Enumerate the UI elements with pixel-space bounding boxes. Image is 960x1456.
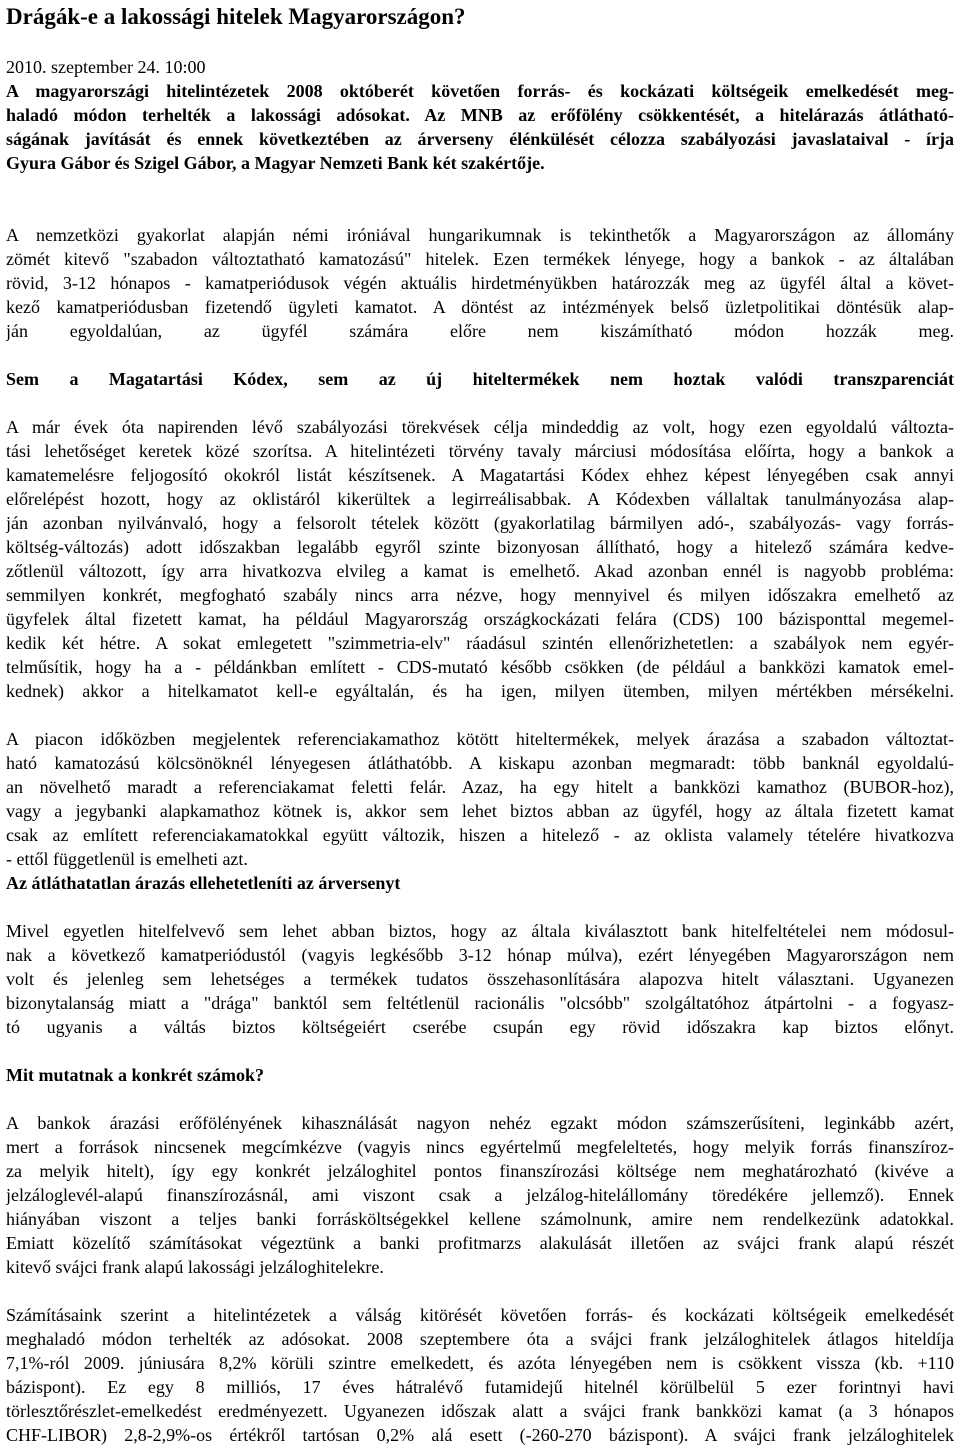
paragraph-line: A nemzetközi gyakorlat alapján némi iróniával hungarikumnak is tekinthetők a Magyarországon az állomány [6, 225, 954, 245]
paragraph-line: tó ugyanis a váltás biztos költségeiért cserébe csupán egy rövid időszakra kap biztos előnyt. [6, 1017, 954, 1037]
paragraph-line: kedik két hétre. A sokat emlegetett "szimmetria-elv" ráadásul szintén ellenőrizhetetlen: a szabályok nem egyér- [6, 633, 954, 653]
paragraph-line: költség-változás) adott időszakban legalább egyről szinte bizonyosan állítható, hogy a hitelező számára kedve- [6, 537, 954, 557]
paragraph-line: 7,1%-ról 2009. júniusára 8,2% körüli szintre emelkedett, és azóta lényegében nem is csökkent vissza (kb. +110 [6, 1353, 954, 1373]
lead-line: ságának javítását és ennek következtében az árverseny élénkülését célozza szabályozási javaslataival - írja [6, 129, 954, 149]
paragraph-line: csak az említett referenciakamatokkal együtt változik, hiszen a hitelező - az oklista valamely tételére hivatkozva [6, 825, 954, 845]
paragraph-line: nak a következő kamatperiódustól (vagyis legkésőbb 3-12 hónap múlva), ezért lényegében Magyarországon nem [6, 945, 954, 965]
heading-text: Mit mutatnak a konkrét számok? [6, 1065, 265, 1085]
paragraph-line: kamatemelésre feljogosító okokról listát készítsenek. A Magatartási Kódex ehhez képest lényegében csak annyi [6, 465, 954, 485]
article-lead [6, 79, 954, 175]
paragraph-line: meghaladó módon terhelték az adósokat. 2008 szeptembere óta a svájci frank jelzáloghitelek átlagos hiteldíja [6, 1329, 954, 1349]
paragraph-line: törlesztőrészlet-emelkedést eredményezett. Ugyanezen időszak alatt a svájci frank bankközi kamat (a 3 hónapos [6, 1401, 954, 1421]
section-heading-1 [6, 367, 954, 391]
paragraph-line: mert a források nincsenek megcímkézve (vagyis nincs egyértelmű megfeleltetés, hogy melyik forrás finanszíroz- [6, 1137, 954, 1157]
paragraph-line: ján egyoldalúan, az ügyfél számára előre nem kiszámítható módon hozzák meg. [6, 321, 954, 341]
paragraph-line: ján azonban nyilvánvaló, hogy a felsorolt tételek között (gyakorlatilag bármilyen adó-, szabályozás- vagy forrás- [6, 513, 954, 533]
paragraph-line: A már évek óta napirenden lévő szabályozási törekvések célja mindeddig az volt, hogy ezen egyoldalú változta- [6, 417, 954, 437]
paragraph-2 [6, 415, 954, 703]
lead-line: haladó módon terhelték a lakossági adósokat. Az MNB az erőfölény csökkentését, a hitelárazás átlátható- [6, 105, 954, 125]
paragraph-line: A bankok árazási erőfölényének kihasználását nagyon nehéz egzakt módon számszerűsíteni, leginkább azért, [6, 1113, 954, 1133]
paragraph-line: semmilyen konkrét, megfogható szabály nincs arra nézve, hogy mennyivel és milyen időszakra emelhető az [6, 585, 954, 605]
paragraph-line: zőtlenül változott, így arra hivatkozva elvileg a kamat is emelhető. Akad azonban ennél is nagyobb probléma: [6, 561, 954, 581]
paragraph-6 [6, 1303, 954, 1447]
paragraph-line: CHF-LIBOR) 2,8-2,9%-os értékről tartósan 0,2% alá esett (-260-270 bázispont). A svájci frank jelzáloghitelek [6, 1425, 954, 1445]
paragraph-line: zömét kitevő "szabadon változtatható kamatozású" hitelek. Ezen termékek lényege, hogy a bankok - az általában [6, 249, 954, 269]
paragraph-line: kitevő svájci frank alapú lakossági jelzáloghitelekre. [6, 1257, 384, 1277]
paragraph-1 [6, 223, 954, 343]
section-heading-2 [6, 871, 954, 895]
paragraph-line: rövid, 3-12 hónapos - kamatperiódusok végén aktuális hirdetményükben határozzák meg az ügyfél által a követ- [6, 273, 954, 293]
paragraph-line: Emiatt közelítő számításokat végeztünk a banki profitmarzs alakulását illetően az svájci frank alapú részét [6, 1233, 954, 1253]
paragraph-5 [6, 1111, 954, 1279]
paragraph-line: A piacon időközben megjelentek referenciakamathoz kötött hiteltermékek, melyek árazása a szabadon változtat- [6, 729, 954, 749]
section-heading-3 [6, 1063, 954, 1087]
paragraph-line: ható kamatozású kölcsönöknél lényegesen átláthatóbb. A kiskapu azonban megmaradt: több banknál egyoldalú- [6, 753, 954, 773]
paragraph-line: ügyfelek által fizetett kamat, ha például Magyarország országkockázati felára (CDS) 100 bázisponttal megemel- [6, 609, 954, 629]
paragraph-3 [6, 727, 954, 871]
heading-text: Az átláthatatlan árazás ellehetetleníti az árversenyt [6, 873, 401, 893]
paragraph-line: bázispont). Ez egy 8 milliós, 17 éves hátralévő futamidejű hitelnél körülbelül 5 ezer forintnyi havi [6, 1377, 954, 1397]
paragraph-line: jelzáloglevél-alapú finanszírozásnál, ami viszont csak a jelzálog-hitelállomány töredékére jellemző). Ennek [6, 1185, 954, 1205]
lead-line: Gyura Gábor és Szigel Gábor, a Magyar Nemzeti Bank két szakértője. [6, 153, 545, 173]
paragraph-line: za melyik hitelt), így egy konkrét jelzáloghitel pontos finanszírozási költsége nem meghatározható (kivéve a [6, 1161, 954, 1181]
paragraph-line: Mivel egyetlen hitelfelvevő sem lehet abban biztos, hogy az általa kiválasztott bank hitelfeltételei nem módosul- [6, 921, 954, 941]
paragraph-line: Számításaink szerint a hitelintézetek a válság kitörését követően forrás- és kockázati költségeik emelkedését [6, 1305, 954, 1325]
paragraph-line: - ettől függetlenül is emelheti azt. [6, 849, 248, 869]
paragraph-line: kező kamatperiódusban fizetendő ügyleti kamatot. A döntést az intézmények belső üzletpolitikai döntésük alap- [6, 297, 954, 317]
paragraph-line: tási lehetőséget keretek közé szorítsa. A hitelintézeti törvény tavaly márciusi módosítása előírta, hogy a bankok a [6, 441, 954, 461]
article-title: Drágák-e a lakossági hitelek Magyarországon? [6, 4, 466, 29]
paragraph-line: vagy a jegybanki alapkamathoz kötnek is, akkor sem lehet biztos abban az ügyfél, hogy az általa fizetett kamat [6, 801, 954, 821]
article-date: 2010. szeptember 24. 10:00 [6, 57, 206, 77]
paragraph-line: kednek) akkor a hitelkamatot kell-e egyáltalán, és ha igen, milyen ütemben, milyen mértékben mérsékelni. [6, 681, 954, 701]
paragraph-line: bizonytalanság miatt a "drága" banktól sem feltétlenül racionális "olcsóbb" szolgáltatóhoz átpártolni - a fogyasz- [6, 993, 954, 1013]
paragraph-line: volt és jelenleg sem lehetséges a termékek tudatos összehasonlítására alapozva hitelt választani. Ugyanezen [6, 969, 954, 989]
paragraph-line: előrelépést hozott, hogy az oklistáról kikerültek a legirreálisabbak. A Kódexben vállaltak tanulmányozása alap- [6, 489, 954, 509]
paragraph-4 [6, 919, 954, 1039]
lead-line: A magyarországi hitelintézetek 2008 októberét követően forrás- és kockázati költségeik emelkedését meg- [6, 81, 954, 101]
paragraph-line: hiányában viszont a teljes banki forrásköltségekkel kellene számolnunk, amire nem rendelkezünk adatokkal. [6, 1209, 954, 1229]
paragraph-line: an növelhető maradt a referenciakamat feletti felár. Azaz, ha egy hitelt a bankközi kamathoz (BUBOR-hoz), [6, 777, 954, 797]
paragraph-line: telműsítik, hogy ha a - példánkban említett - CDS-mutató később csökken (de például a bankközi kamatok emel- [6, 657, 954, 677]
heading-text: Sem a Magatartási Kódex, sem az új hiteltermékek nem hoztak valódi transzparenciát [6, 369, 954, 389]
